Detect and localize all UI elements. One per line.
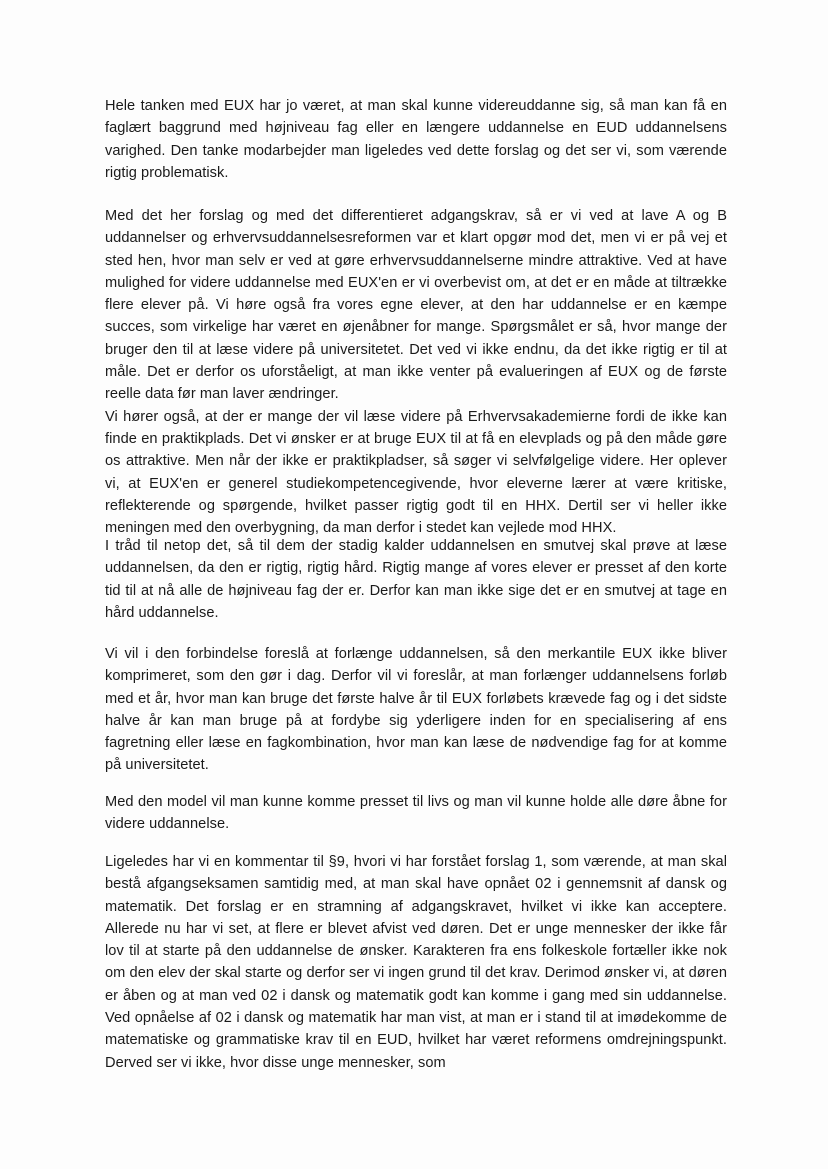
paragraph-section-9-comment: Ligeledes har vi en kommentar til §9, hvori vi har forstået forslag 1, som værende, at man skal bestå afgangseksamen samtidig med, at man skal have opnået 02 i gennemsnit af dansk og matematik. Det forslag er en stramning af adgangskravet, hvilket vi ikke kan acceptere. Allerede nu har vi set, at flere er blevet afvist ved døren. Det er unge mennesker der ikke får lov til at starte på den uddannelse de ønsker. Karakteren fra ens folkeskole fortæller ikke nok om den elev der skal starte og derfor ser vi ingen grund til det krav. Derimod ønsker vi, at døren er åben og at man ved 02 i dansk og matematik godt kan komme i gang med sin uddannelse. Ved opnåelse af 02 i dansk og matematik har man vist, at man er i stand til at imødekomme de matematiske og grammatiske krav til en EUD, hvilket har været reformens omdrejningspunkt. Derved ser vi ikke, hvor disse unge mennesker, som bbox=[105, 854, 727, 1071]
paragraph-admission-requirements: Med det her forslag og med det differentieret adgangskrav, så er vi ved at lave A og B uddannelser og erhvervsuddannelsesreformen var et klart opgør mod det, men vi er på vej et sted hen, hvor man selv er ved at gøre erhvervsuddannelserne mindre attraktive. Ved at have mulighed for videre uddannelse med EUX'en er vi overbevist om, at det er en måde at tiltrække flere elever på. Vi høre også fra vores egne elever, at den har uddannelse er en kæmpe succes, som virkelige har været en øjenåbner for mange. Spørgsmålet er så, hvor mange der bruger den til at læse videre på universitetet. Det ved vi ikke endnu, da det ikke rigtig er til at måle. Det er derfor os uforståeligt, at man ikke venter på evalueringen af EUX og de første reelle data før man laver ændringer. Vi hører også, at der er mange der vil læse videre på Erhvervsakademierne fordi de ikke kan finde en praktikplads. Det vi ønsker er at bruge EUX til at få en elevplads og på den måde gøre os attraktive. Men når der ikke er praktikpladser, så søger vi selvfølgelige videre. Her oplever vi, at EUX'en er generel studiekompetencegivende, hvor eleverne lærer at være kritiske, reflekterende og spørgende, hvilket passer rigtig godt til en HHX. Dertil ser vi heller ikke meningen med den overbygning, da man derfor i stedet kan vejlede mod HHX. bbox=[105, 208, 727, 537]
paragraph-shortcut: I tråd til netop det, så til dem der stadig kalder uddannelsen en smutvej skal prøve at læse uddannelsen, da den er rigtig, rigtig hård. Rigtig mange af vores elever er presset af den korte tid til at nå alle de højniveau fag der er. Derfor kan man ikke sige det er en smutvej at tage en hård uddannelse. bbox=[105, 538, 727, 621]
paragraph-extend-education: Vi vil i den forbindelse foreslå at forlænge uddannelsen, så den merkantile EUX ikke bliver komprimeret, som den gør i dag. Derfor vil vi foreslår, at man forlænger uddannelsens forløb med et år, hvor man kan bruge det første halve år til EUX forløbets krævede fag og i det sidste halve år kan man bruge på at fordybe sig yderligere inden for en specialisering af ens fagretning eller læse en fagkombination, hvor man kan læse de nødvendige fag for at komme på universitetet. bbox=[105, 646, 727, 774]
paragraph-model: Med den model vil man kunne komme presset til livs og man vil kunne holde alle døre åbne for videre uddannelse. bbox=[105, 794, 727, 833]
paragraph-eux-idea: Hele tanken med EUX har jo været, at man skal kunne videreuddanne sig, så man kan få en faglært baggrund med højniveau fag eller en længere uddannelse en EUD uddannelsens varighed. Den tanke modarbejder man ligeledes ved dette forslag og det ser vi, som værende rigtig problematisk. bbox=[105, 98, 727, 181]
